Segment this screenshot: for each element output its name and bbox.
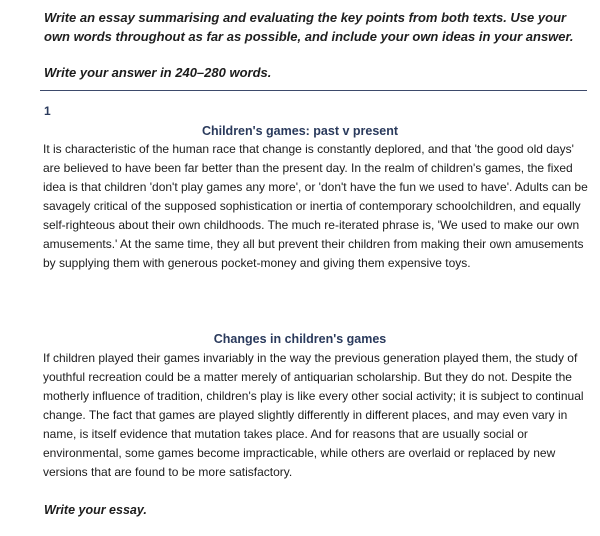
task-instructions: Write an essay summarising and evaluating the key points from both texts. Use your own words throughout as far as possible, and include your own ideas in your answer. [44, 10, 574, 44]
text-2-body: If children played their games invariably in the way the previous generation played them, the study of youthful recreation could be a matter merely of antiquarian scholarship. But they do not. Despite the motherly influence of tradition, children's play is like every other social activity; it is subject to continual change. The fact that games are played slightly differently in different places, and may even vary in name, is itself evidence that mutation takes place. And for reasons that are usually social or environmental, some games become impracticable, while others are overlaid or replaced by new versions that are found to be more satisfactory. [43, 351, 584, 479]
divider [40, 90, 587, 91]
word-count-instruction: Write your answer in 240–280 words. [44, 65, 272, 80]
question-number: 1 [44, 104, 51, 118]
text-2-title: Changes in children's games [213, 332, 387, 346]
text-1-title: Children's games: past v present [201, 124, 399, 138]
final-instruction: Write your essay. [44, 503, 147, 517]
text-1-body: It is characteristic of the human race that change is constantly deplored, and that 'the good old days' are believed to have been far better than the present day. In the realm of children's games, the fixed idea is that children 'don't play games any more', or 'don't have the fun we used to have'. Adults can be savagely critical of the supposed sophistication or inertia of contemporary schoolchildren, and equally self-righteous about their own childhoods. The much re-iterated phrase is, 'We used to make our own amusements.' At the same time, they all but prevent their children from making their own amusements by supplying them with generous pocket-money and giving them expensive toys. [43, 142, 588, 270]
